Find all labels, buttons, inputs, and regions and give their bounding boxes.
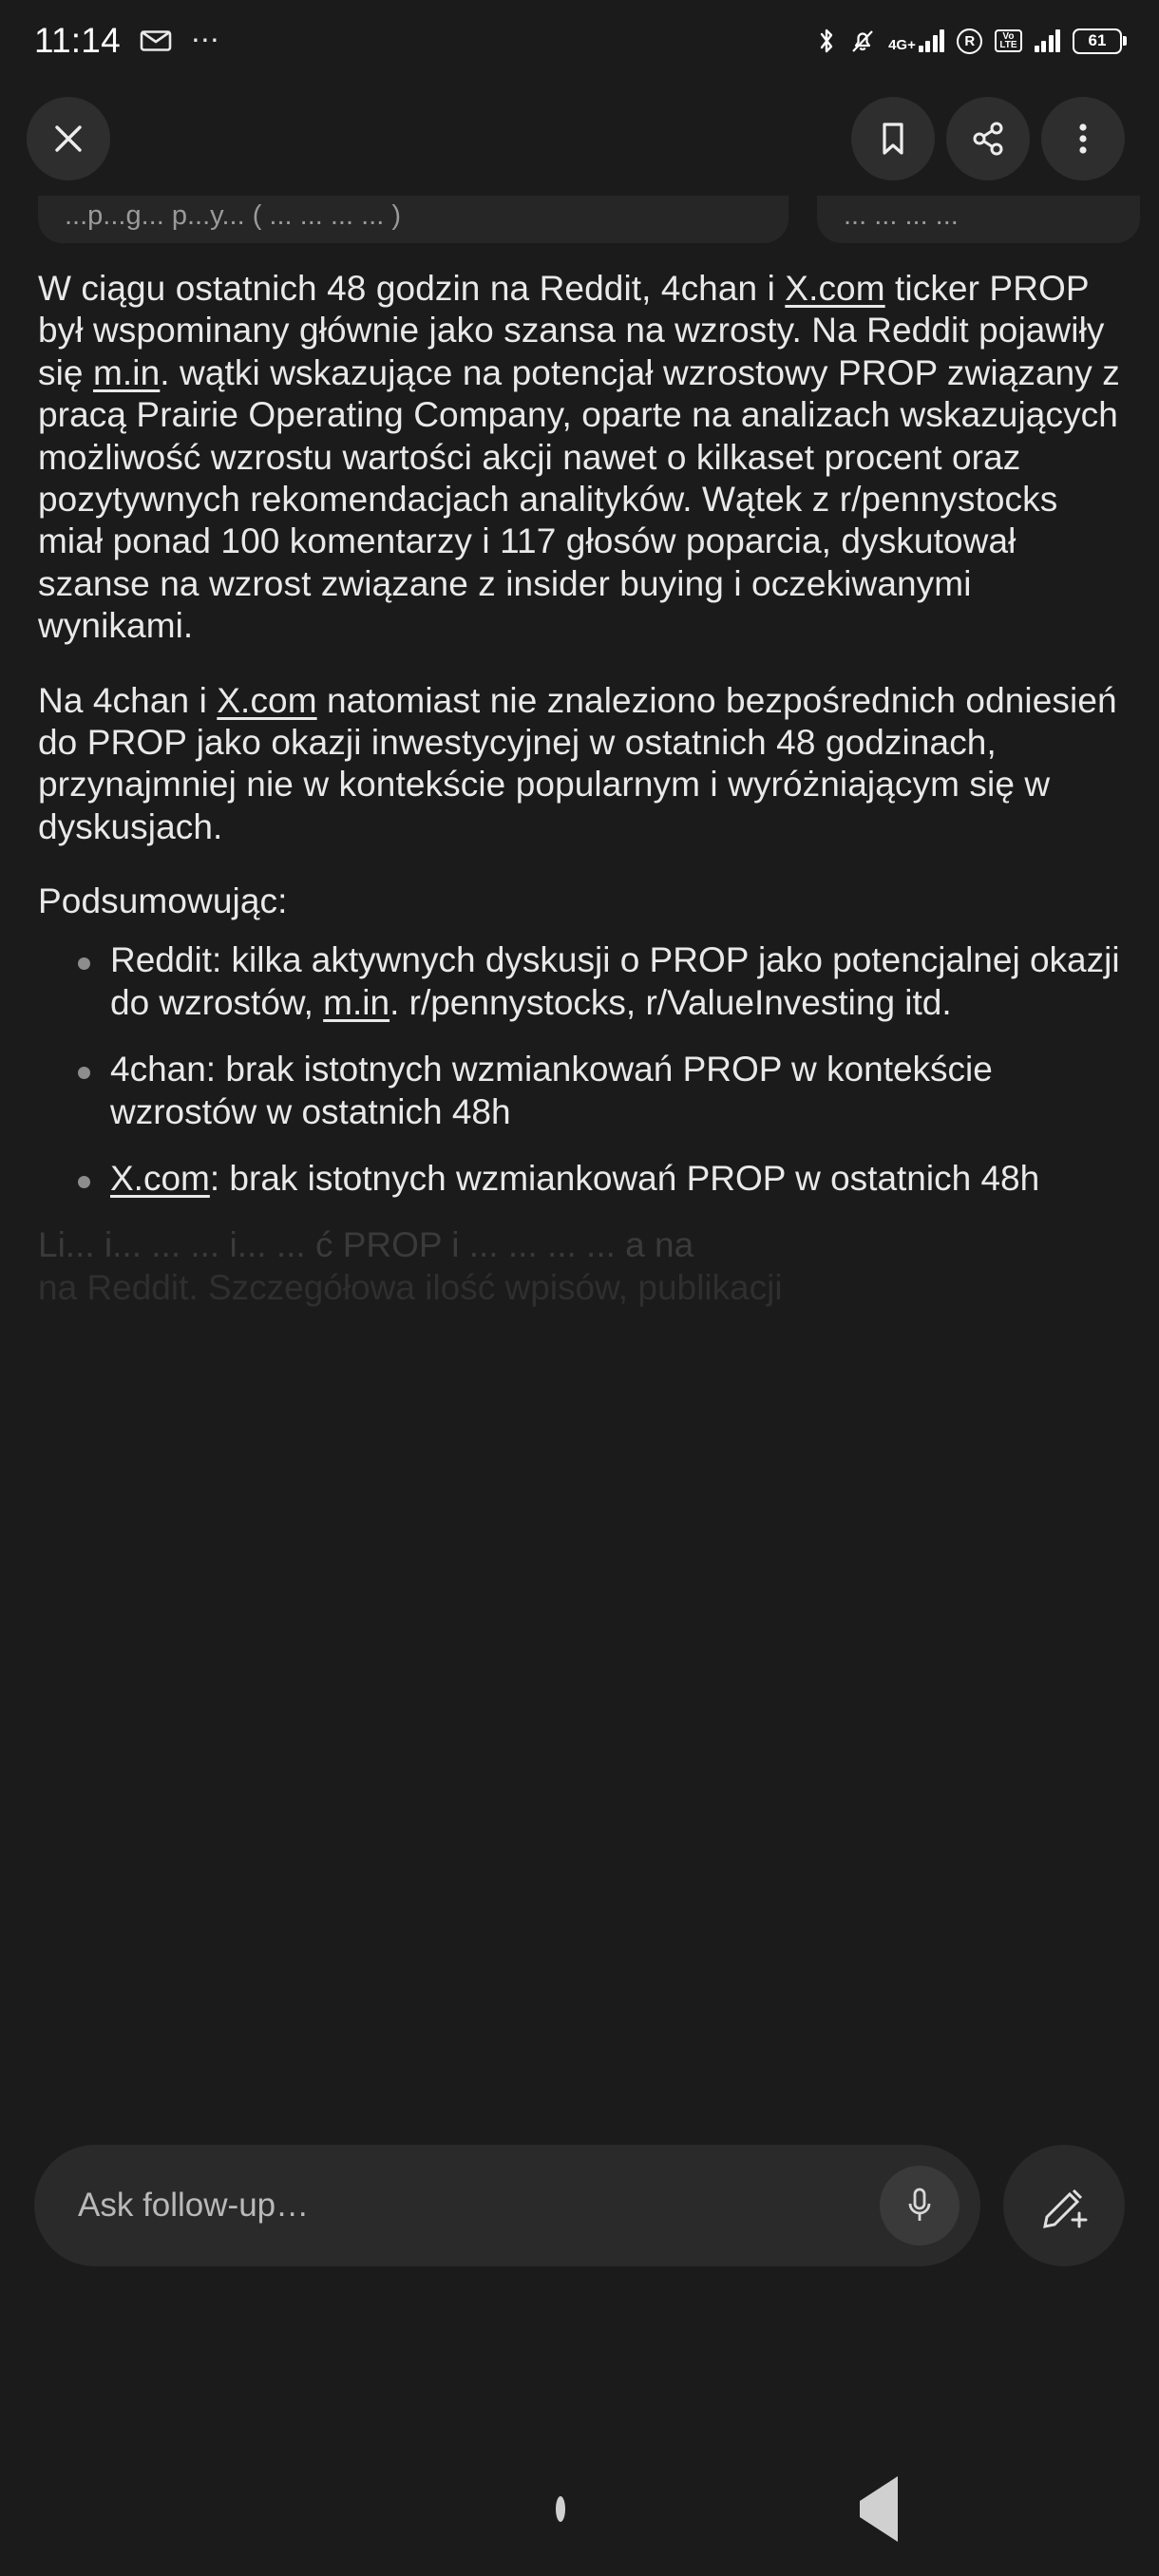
list-item: 4chan: brak istotnych wzmiankowań PROP w kontekście wzrostów w ostatnich 48h — [38, 1049, 1121, 1133]
volte-badge-icon — [995, 29, 1021, 52]
list-item: X.com: brak istotnych wzmiankowań PROP w ostatnich 48h — [38, 1158, 1121, 1200]
roaming-badge-icon: R — [957, 28, 982, 54]
summary-bullet-list — [38, 939, 1121, 1200]
link-xcom-2[interactable]: X.com — [217, 680, 317, 720]
bookmark-icon — [878, 120, 908, 158]
ask-follow-up-placeholder: Ask follow-up… — [78, 2187, 310, 2224]
battery-icon — [1073, 28, 1127, 54]
status-bar-right — [816, 27, 1127, 55]
close-button[interactable] — [27, 97, 110, 180]
sim1-signal-group — [888, 29, 944, 52]
battery-tip — [1123, 36, 1127, 46]
microphone-button[interactable] — [880, 2166, 960, 2245]
back-button[interactable] — [860, 2501, 898, 2518]
share-icon — [969, 120, 1007, 158]
status-overflow-icon: ⋯ — [190, 25, 221, 56]
signal-bars-icon — [919, 29, 945, 52]
status-clock: 11:14 — [34, 21, 121, 60]
gmail-icon — [140, 28, 172, 53]
link-xcom-1[interactable]: X.com — [785, 269, 885, 308]
network-type-label: 4G+ — [888, 37, 916, 53]
composer-bar — [34, 2145, 1125, 2266]
compose-pencil-icon — [1037, 2179, 1091, 2232]
summary-label: Podsumowując: — [38, 881, 288, 921]
share-button[interactable] — [946, 97, 1030, 180]
suggestion-card-2[interactable]: ... ... ... ... — [817, 196, 1140, 243]
clipped-paragraph — [38, 1224, 1121, 1309]
paragraph-2: Na 4chan i X.com natomiast nie znaleziono bezpośrednich odniesień do PROP jako okazji inwestycyjnej w ostatnich 48 godzinach, przynajmniej nie w kontekście popularnym i wyróżniającym się w dyskusjach. — [38, 680, 1117, 846]
suggestion-card-row — [38, 196, 1121, 243]
clipped-line-2: na Reddit. Szczegółowa ilość wpisów, publikacji — [38, 1267, 783, 1307]
app-bar — [0, 82, 1159, 196]
clipped-line-1: Li... i... ... ... i... ... ć PROP i ... ... ... ... a na — [38, 1225, 694, 1265]
volte-badge-top: Vo — [1002, 31, 1015, 42]
paragraph-1: W ciągu ostatnich 48 godzin na Reddit, 4chan i X.com ticker PROP był wspominany głównie jako szansa na wzrosty. Na Reddit pojawiły się m.in. wątki wskazujące na potencjał wzrostowy PROP związany z pracą Prairie Operating Company, oparte na analizach wskazujących możliwość wzrostu wartości akcji nawet o kilkaset procent oraz pozytywnych rekomendacjach analityków. Wątek z r/pennystocks miał ponad 100 komentarzy i 117 głosów poparcia, dyskutował szanse na wzrost związane z insider buying i oczekiwanymi wynikami. — [38, 269, 1120, 646]
sim2-signal-bars-icon — [1035, 29, 1061, 52]
new-chat-button[interactable] — [1003, 2145, 1125, 2266]
close-icon — [49, 120, 87, 158]
battery-level-label: 61 — [1073, 28, 1122, 54]
link-min-2[interactable]: m.in — [323, 982, 390, 1022]
bluetooth-icon — [816, 27, 837, 55]
home-circle-icon — [556, 2496, 565, 2522]
status-bar — [0, 0, 1159, 82]
article-body — [38, 243, 1121, 1309]
more-vertical-icon — [1077, 120, 1089, 158]
link-min-1[interactable]: m.in — [92, 352, 161, 392]
system-navigation-bar — [0, 2443, 1159, 2576]
ringer-muted-icon — [849, 27, 876, 55]
status-bar-left — [34, 21, 221, 61]
link-xcom-3[interactable]: X.com — [110, 1159, 210, 1199]
article-scroll-area[interactable] — [0, 196, 1159, 2443]
back-triangle-icon — [860, 2476, 898, 2542]
suggestion-card-1[interactable]: ...p...g... p...y... ( ... ... ... ... ) — [38, 196, 788, 243]
more-options-button[interactable] — [1041, 97, 1125, 180]
microphone-icon — [903, 2185, 936, 2226]
ask-follow-up-field[interactable] — [34, 2145, 980, 2266]
bookmark-button[interactable] — [851, 97, 935, 180]
app-bar-actions — [851, 97, 1125, 180]
list-item: Reddit: kilka aktywnych dyskusji o PROP jako potencjalnej okazji do wzrostów, m.in. r/pennystocks, r/ValueInvesting itd. — [38, 939, 1121, 1024]
home-button[interactable] — [556, 2501, 565, 2518]
volte-badge-bottom: LTE — [999, 40, 1017, 50]
